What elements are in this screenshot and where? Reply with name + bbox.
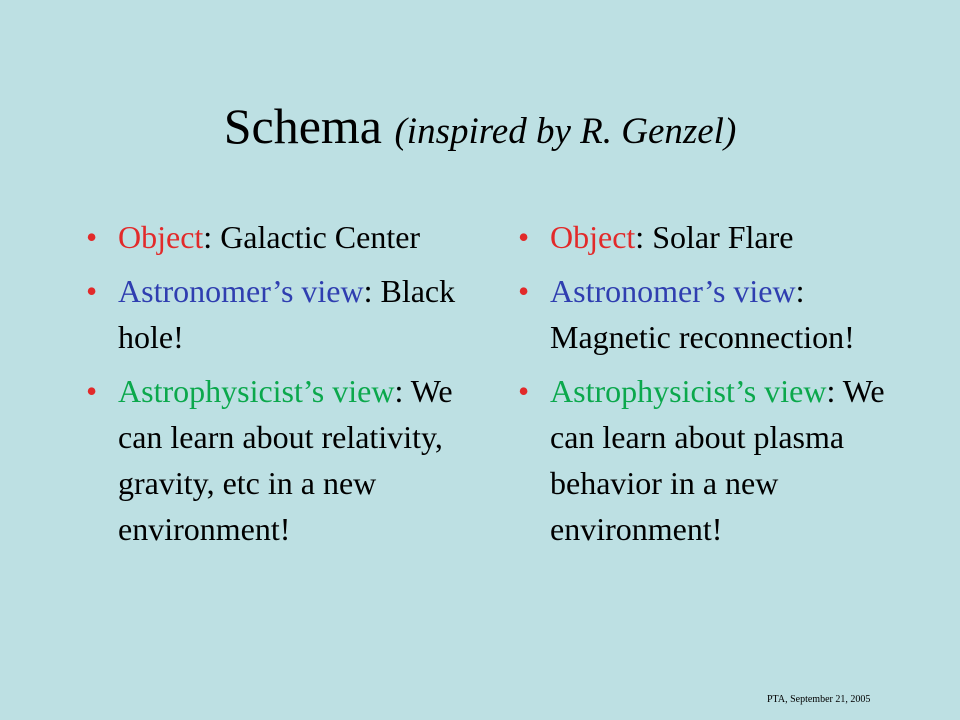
list-item <box>518 214 928 260</box>
left-bullet-list <box>86 214 486 560</box>
bullet-icon: • <box>86 373 98 409</box>
bullet-icon: • <box>518 219 530 255</box>
item-label: Astrophysicist’s view <box>118 373 395 409</box>
list-item <box>86 214 486 260</box>
item-text: : Galactic Center <box>203 219 421 255</box>
item-label: Astronomer’s view <box>550 273 796 309</box>
list-item <box>518 268 928 360</box>
right-bullet-list <box>518 214 928 560</box>
bullet-icon: • <box>86 273 98 309</box>
list-item <box>86 268 486 360</box>
list-item <box>86 368 486 552</box>
item-label: Astronomer’s view <box>118 273 364 309</box>
title-subtitle: (inspired by R. Genzel) <box>394 111 737 152</box>
bullet-icon: • <box>518 273 530 309</box>
slide-title <box>0 96 960 162</box>
item-text: : We can learn about relativity, gravity, etc in a new environment! <box>118 373 453 547</box>
item-label: Object <box>550 219 636 255</box>
list-item <box>518 368 928 552</box>
item-text: : We can learn about plasma behavior in a new environment! <box>550 373 885 547</box>
title-main: Schema <box>223 98 382 154</box>
item-label: Object <box>118 219 204 255</box>
footer-date: PTA, September 21, 2005 <box>767 694 871 705</box>
bullet-icon: • <box>86 219 98 255</box>
item-text: : Solar Flare <box>635 219 794 255</box>
item-text: : Magnetic reconnection! <box>550 273 855 355</box>
bullet-icon: • <box>518 373 530 409</box>
item-label: Astrophysicist’s view <box>550 373 827 409</box>
item-text: : Black hole! <box>118 273 456 355</box>
